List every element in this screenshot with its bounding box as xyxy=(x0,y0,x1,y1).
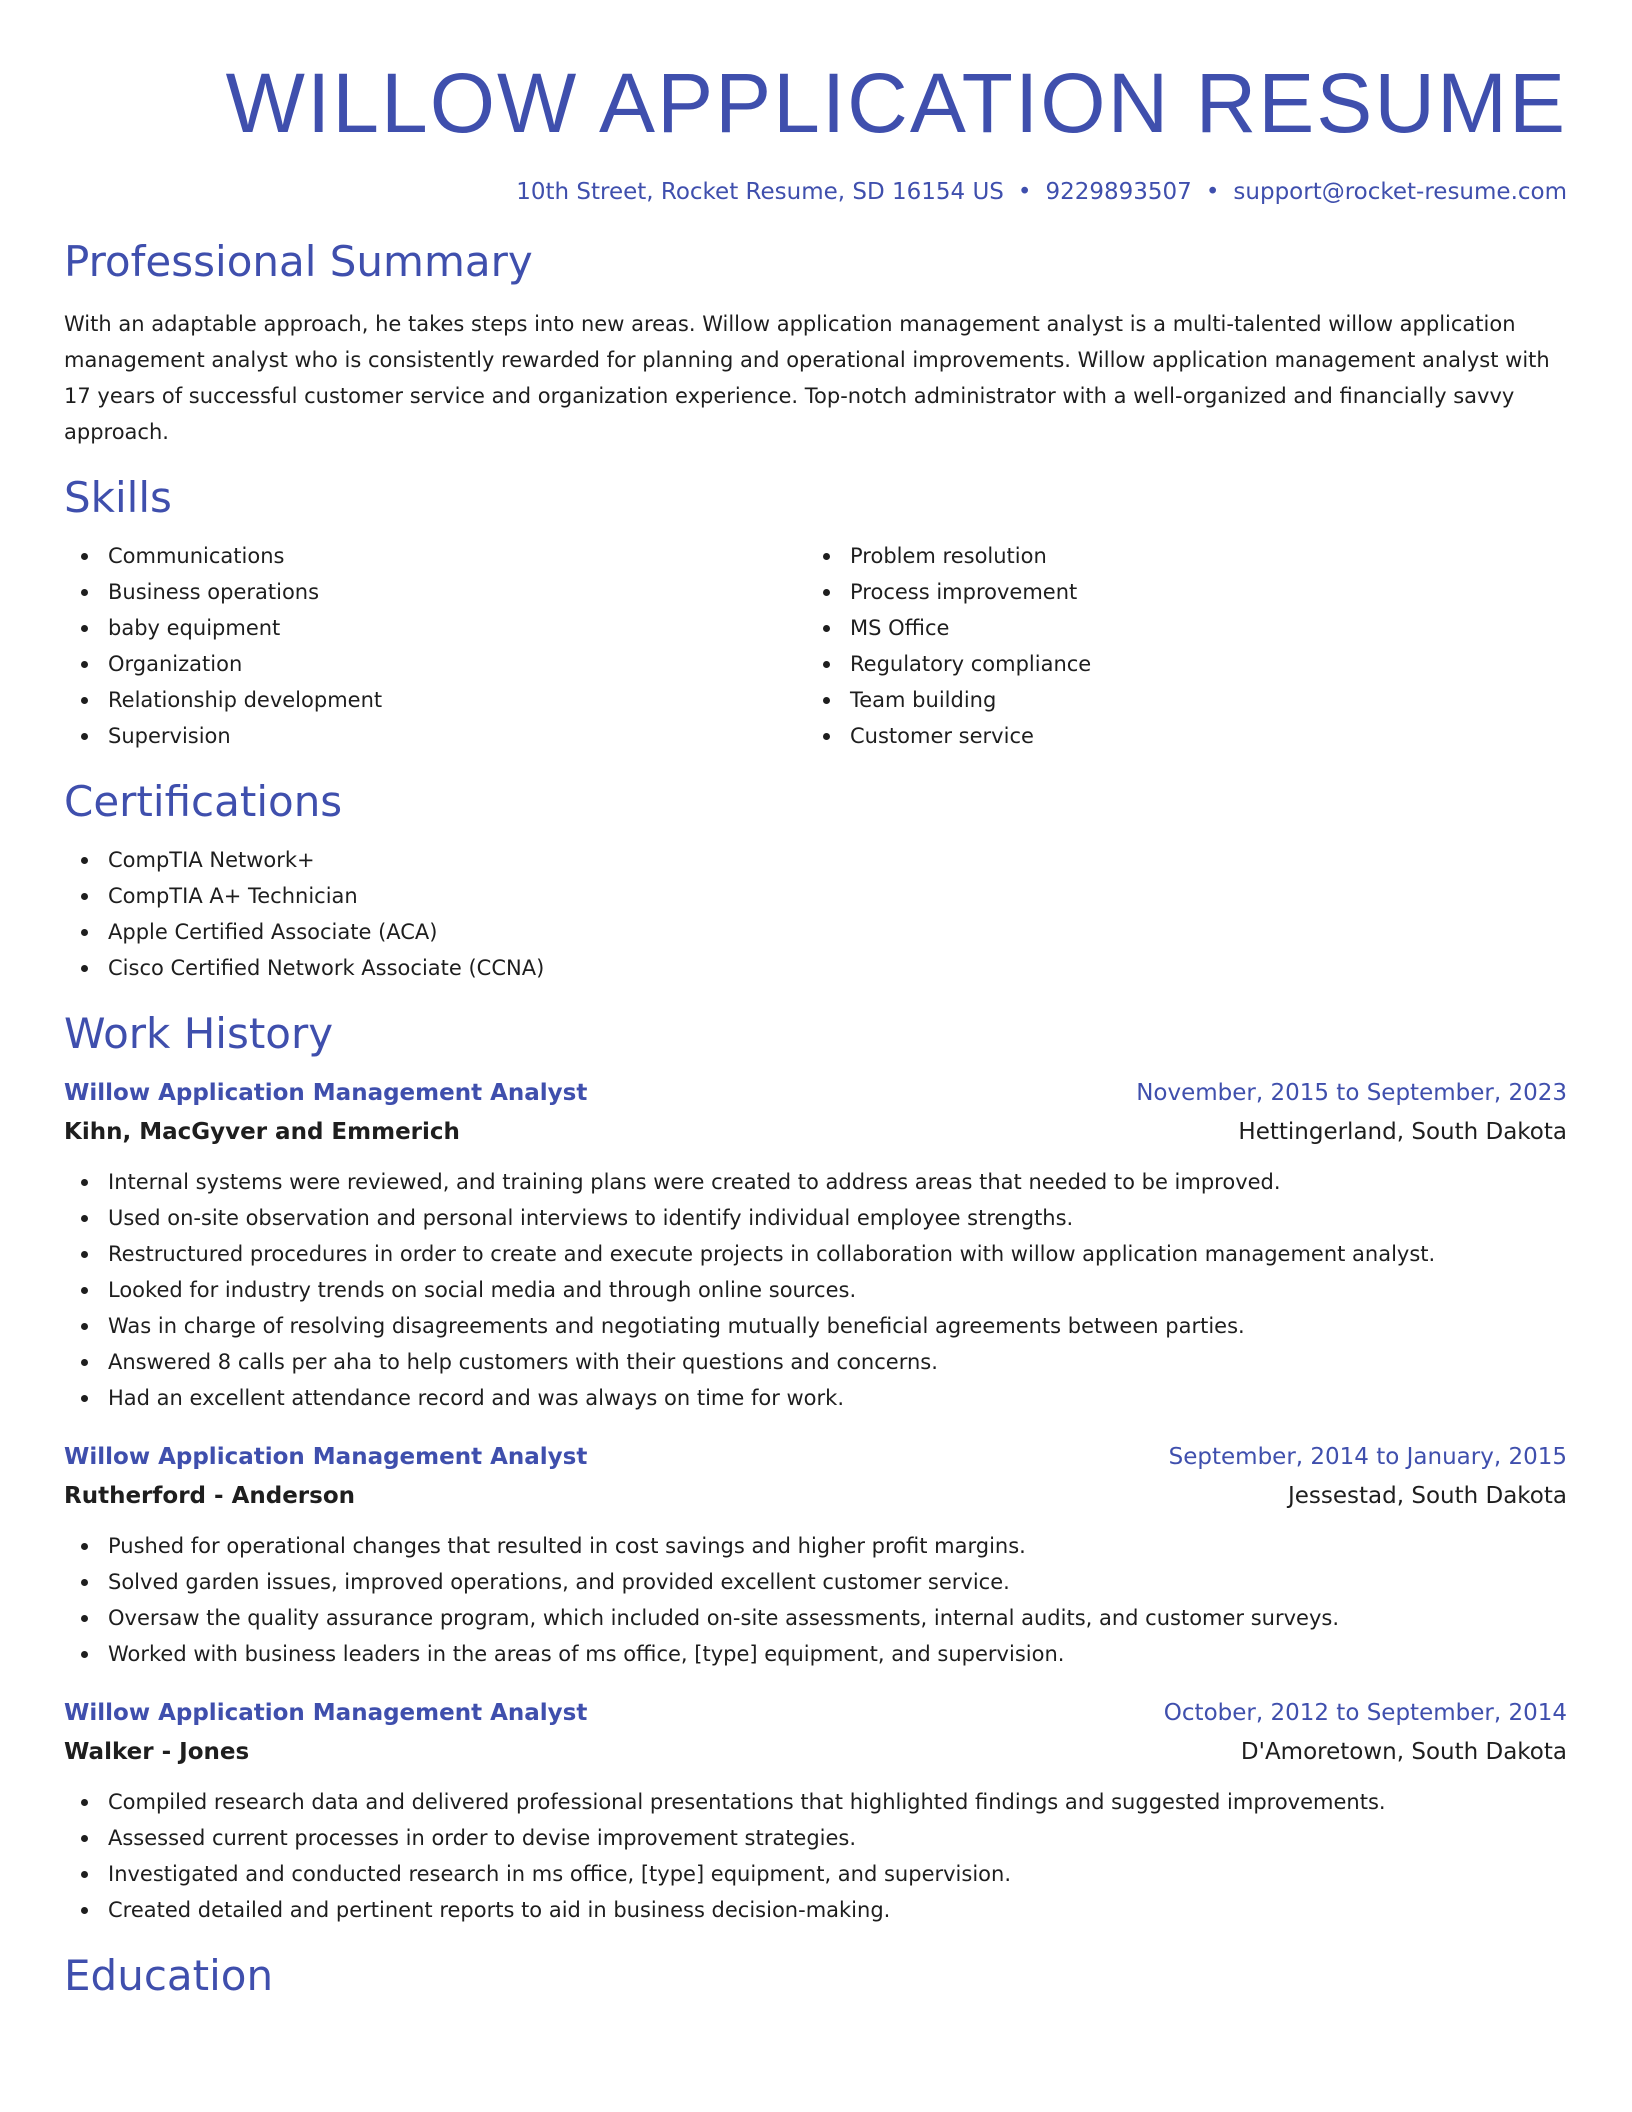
skills-section xyxy=(64,472,1567,754)
job-company: Rutherford - Anderson xyxy=(64,1483,356,1509)
job-dates: September, 2014 to January, 2015 xyxy=(1168,1444,1567,1470)
skill-item: baby equipment xyxy=(64,610,806,646)
certifications-section xyxy=(64,776,1567,986)
contact-address: 10th Street, Rocket Resume, SD 16154 US xyxy=(516,179,1004,205)
job-dates: November, 2015 to September, 2023 xyxy=(1136,1080,1567,1106)
job-duty: Had an excellent attendance record and was always on time for work. xyxy=(64,1380,1567,1416)
resume-header xyxy=(64,48,1567,208)
job-entry xyxy=(64,1074,1567,1416)
job-title: Willow Application Management Analyst xyxy=(64,1080,588,1106)
job-title: Willow Application Management Analyst xyxy=(64,1700,588,1726)
contact-separator: • xyxy=(1017,179,1032,205)
skills-list-left xyxy=(64,538,806,754)
skills-grid xyxy=(64,538,1567,754)
skill-item: Team building xyxy=(806,682,1548,718)
job-duty: Pushed for operational changes that resulted in cost savings and higher profit margins. xyxy=(64,1528,1567,1564)
certification-item: CompTIA A+ Technician xyxy=(64,878,1567,914)
certifications-list xyxy=(64,842,1567,986)
job-duty: Oversaw the quality assurance program, which included on-site assessments, internal audits, and customer surveys. xyxy=(64,1600,1567,1636)
skills-list-right xyxy=(806,538,1548,754)
job-subheader xyxy=(64,1112,1567,1152)
job-duty: Investigated and conducted research in ms office, [type] equipment, and supervision. xyxy=(64,1856,1567,1892)
certification-item: CompTIA Network+ xyxy=(64,842,1567,878)
job-subheader xyxy=(64,1732,1567,1772)
skill-item: Problem resolution xyxy=(806,538,1548,574)
skill-item: Organization xyxy=(64,646,806,682)
contact-line xyxy=(64,176,1567,208)
job-duty: Solved garden issues, improved operations, and provided excellent customer service. xyxy=(64,1564,1567,1600)
candidate-name: WILLOW APPLICATION RESUME xyxy=(225,56,1567,150)
skill-item: Regulatory compliance xyxy=(806,646,1548,682)
job-duty: Created detailed and pertinent reports to aid in business decision-making. xyxy=(64,1892,1567,1928)
work-history-section xyxy=(64,1008,1567,1928)
job-header xyxy=(64,1074,1567,1112)
summary-text: With an adaptable approach, he takes steps into new areas. Willow application management analyst is a multi-talented willow application management analyst who is consistently rewarded for planning and operational improvements. Willow application management analyst with 17 years of successful customer service and organization experience. Top-notch administrator with a well-organized and financially savvy approach. xyxy=(64,312,1550,444)
job-company: Walker - Jones xyxy=(64,1739,250,1765)
job-duty: Was in charge of resolving disagreements and negotiating mutually beneficial agreements between parties. xyxy=(64,1308,1567,1344)
skill-item: Business operations xyxy=(64,574,806,610)
job-duties xyxy=(64,1164,1567,1416)
job-header xyxy=(64,1438,1567,1476)
job-entry xyxy=(64,1694,1567,1928)
work-history-heading: Work History xyxy=(64,1009,334,1058)
skill-item: Relationship development xyxy=(64,682,806,718)
certification-item: Apple Certified Associate (ACA) xyxy=(64,914,1567,950)
skill-item: Process improvement xyxy=(806,574,1548,610)
education-section xyxy=(64,1950,1567,2002)
job-duty: Assessed current processes in order to devise improvement strategies. xyxy=(64,1820,1567,1856)
job-duty: Worked with business leaders in the areas of ms office, [type] equipment, and supervision. xyxy=(64,1636,1567,1672)
job-duties xyxy=(64,1528,1567,1672)
job-location: D'Amoretown, South Dakota xyxy=(1240,1739,1567,1765)
job-location: Hettingerland, South Dakota xyxy=(1238,1119,1567,1145)
skills-heading: Skills xyxy=(64,473,172,522)
contact-separator: • xyxy=(1205,179,1220,205)
job-duty: Answered 8 calls per aha to help customers with their questions and concerns. xyxy=(64,1344,1567,1380)
skill-item: Supervision xyxy=(64,718,806,754)
skill-item: Communications xyxy=(64,538,806,574)
job-location: Jessestad, South Dakota xyxy=(1287,1483,1567,1509)
job-header xyxy=(64,1694,1567,1732)
job-company: Kihn, MacGyver and Emmerich xyxy=(64,1119,460,1145)
job-entry xyxy=(64,1438,1567,1672)
contact-email[interactable]: support@rocket-resume.com xyxy=(1233,179,1567,205)
skill-item: Customer service xyxy=(806,718,1548,754)
job-duty: Restructured procedures in order to create and execute projects in collaboration with willow application management analyst. xyxy=(64,1236,1567,1272)
job-subheader xyxy=(64,1476,1567,1516)
job-dates: October, 2012 to September, 2014 xyxy=(1163,1700,1567,1726)
job-duty: Looked for industry trends on social media and through online sources. xyxy=(64,1272,1567,1308)
certification-item: Cisco Certified Network Associate (CCNA) xyxy=(64,950,1567,986)
resume-page xyxy=(64,48,1567,2002)
job-duty: Used on-site observation and personal interviews to identify individual employee strengths. xyxy=(64,1200,1567,1236)
contact-phone: 9229893507 xyxy=(1045,179,1192,205)
job-duty: Compiled research data and delivered professional presentations that highlighted findings and suggested improvements. xyxy=(64,1784,1567,1820)
summary-heading: Professional Summary xyxy=(64,237,533,286)
summary-section xyxy=(64,236,1567,450)
skill-item: MS Office xyxy=(806,610,1548,646)
job-duties xyxy=(64,1784,1567,1928)
certifications-heading: Certifications xyxy=(64,777,343,826)
job-duty: Internal systems were reviewed, and training plans were created to address areas that needed to be improved. xyxy=(64,1164,1567,1200)
education-heading: Education xyxy=(64,1951,274,2000)
job-title: Willow Application Management Analyst xyxy=(64,1444,588,1470)
